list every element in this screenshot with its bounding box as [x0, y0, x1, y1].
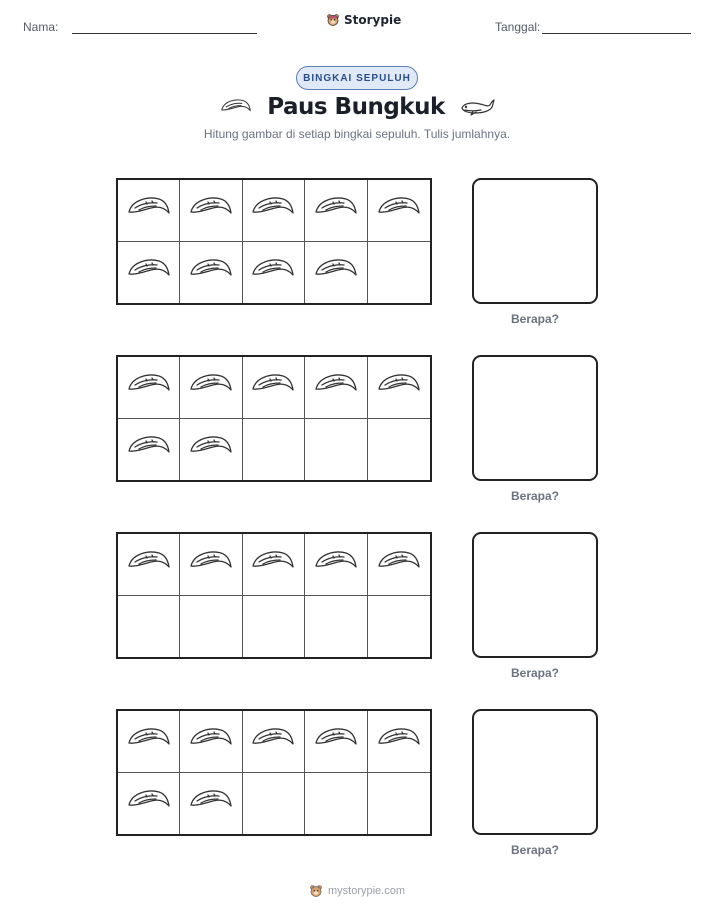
ten-frame-cell: [180, 596, 242, 658]
answer-box[interactable]: [472, 355, 598, 481]
ten-frame-cell: [368, 596, 430, 658]
ten-frame-cell: [118, 357, 180, 419]
name-line: [72, 33, 257, 34]
ten-frame-cell: [305, 773, 367, 835]
ten-frame-cell: [243, 773, 305, 835]
ten-frame-cell: [305, 419, 367, 481]
ten-frame-cell: [118, 596, 180, 658]
ten-frame-cell: [368, 180, 430, 242]
ten-frame-cell: [243, 357, 305, 419]
ten-frame-cell: [243, 534, 305, 596]
whale-fin-icon: [188, 256, 234, 289]
ten-frame-cell: [368, 534, 430, 596]
whale-fin-icon: [126, 194, 172, 227]
title-row: [0, 94, 714, 120]
ten-frame-cell: [243, 419, 305, 481]
ten-frame-cell: [368, 773, 430, 835]
worksheet-type-badge: BINGKAI SEPULUH: [296, 66, 418, 90]
whale-fin-icon: [313, 256, 359, 289]
name-label: Nama:: [23, 20, 59, 34]
ten-frame-cell: [368, 242, 430, 304]
ten-frame: [116, 709, 432, 836]
whale-fin-icon: [126, 433, 172, 466]
page-title: Paus Bungkuk: [267, 94, 445, 120]
bear-mascot-icon: [326, 13, 340, 27]
whale-fin-icon: [126, 787, 172, 820]
ten-frame-cell: [118, 419, 180, 481]
ten-frame-cell: [118, 773, 180, 835]
whale-fin-icon: [250, 256, 296, 289]
ten-frame-cell: [243, 596, 305, 658]
whale-fin-icon: [313, 725, 359, 758]
whale-fin-icon: [126, 371, 172, 404]
ten-frame-cell: [180, 419, 242, 481]
bear-mascot-icon: [309, 884, 323, 898]
whale-fin-icon: [376, 194, 422, 227]
answer-label: Berapa?: [510, 843, 560, 857]
whale-fin-icon: [188, 371, 234, 404]
answer-label: Berapa?: [510, 489, 560, 503]
ten-frame-cell: [118, 711, 180, 773]
whale-fin-icon: [188, 194, 234, 227]
ten-frame-cell: [180, 242, 242, 304]
whale-fin-icon: [219, 97, 253, 117]
ten-frame-cell: [243, 242, 305, 304]
whale-fin-icon: [250, 725, 296, 758]
whale-fin-icon: [188, 548, 234, 581]
date-label: Tanggal:: [495, 20, 541, 34]
ten-frame-cell: [180, 773, 242, 835]
whale-fin-icon: [126, 256, 172, 289]
ten-frame-cell: [180, 711, 242, 773]
ten-frame: [116, 355, 432, 482]
whale-fin-icon: [250, 194, 296, 227]
whale-fin-icon: [313, 548, 359, 581]
whale-fin-icon: [250, 548, 296, 581]
answer-box[interactable]: [472, 709, 598, 835]
ten-frame-cell: [305, 711, 367, 773]
ten-frame-cell: [305, 242, 367, 304]
date-line: [542, 33, 691, 34]
whale-fin-icon: [376, 548, 422, 581]
answer-label: Berapa?: [510, 312, 560, 326]
ten-frame: [116, 532, 432, 659]
ten-frame-cell: [243, 711, 305, 773]
answer-box[interactable]: [472, 532, 598, 658]
humpback-whale-icon: [459, 96, 495, 118]
ten-frame-cell: [118, 180, 180, 242]
ten-frame-cell: [180, 534, 242, 596]
ten-frame-cell: [180, 180, 242, 242]
whale-fin-icon: [188, 725, 234, 758]
ten-frame-cell: [368, 419, 430, 481]
ten-frame-cell: [368, 357, 430, 419]
footer-url: mystorypie.com: [327, 885, 406, 897]
ten-frame-cell: [305, 596, 367, 658]
answer-label: Berapa?: [510, 666, 560, 680]
whale-fin-icon: [250, 371, 296, 404]
ten-frame-cell: [243, 180, 305, 242]
ten-frame-cell: [305, 534, 367, 596]
ten-frame-cell: [118, 242, 180, 304]
whale-fin-icon: [188, 433, 234, 466]
whale-fin-icon: [126, 548, 172, 581]
footer: [0, 884, 714, 898]
whale-fin-icon: [126, 725, 172, 758]
whale-fin-icon: [376, 371, 422, 404]
whale-fin-icon: [188, 787, 234, 820]
ten-frame: [116, 178, 432, 305]
brand-name: Storypie: [344, 13, 402, 27]
ten-frame-cell: [180, 357, 242, 419]
instructions: Hitung gambar di setiap bingkai sepuluh. Tulis jumlahnya.: [203, 127, 511, 141]
whale-fin-icon: [313, 194, 359, 227]
brand-logo: [326, 13, 401, 27]
ten-frame-cell: [118, 534, 180, 596]
whale-fin-icon: [376, 725, 422, 758]
ten-frame-cell: [305, 180, 367, 242]
whale-fin-icon: [313, 371, 359, 404]
answer-box[interactable]: [472, 178, 598, 304]
ten-frame-cell: [305, 357, 367, 419]
ten-frame-cell: [368, 711, 430, 773]
